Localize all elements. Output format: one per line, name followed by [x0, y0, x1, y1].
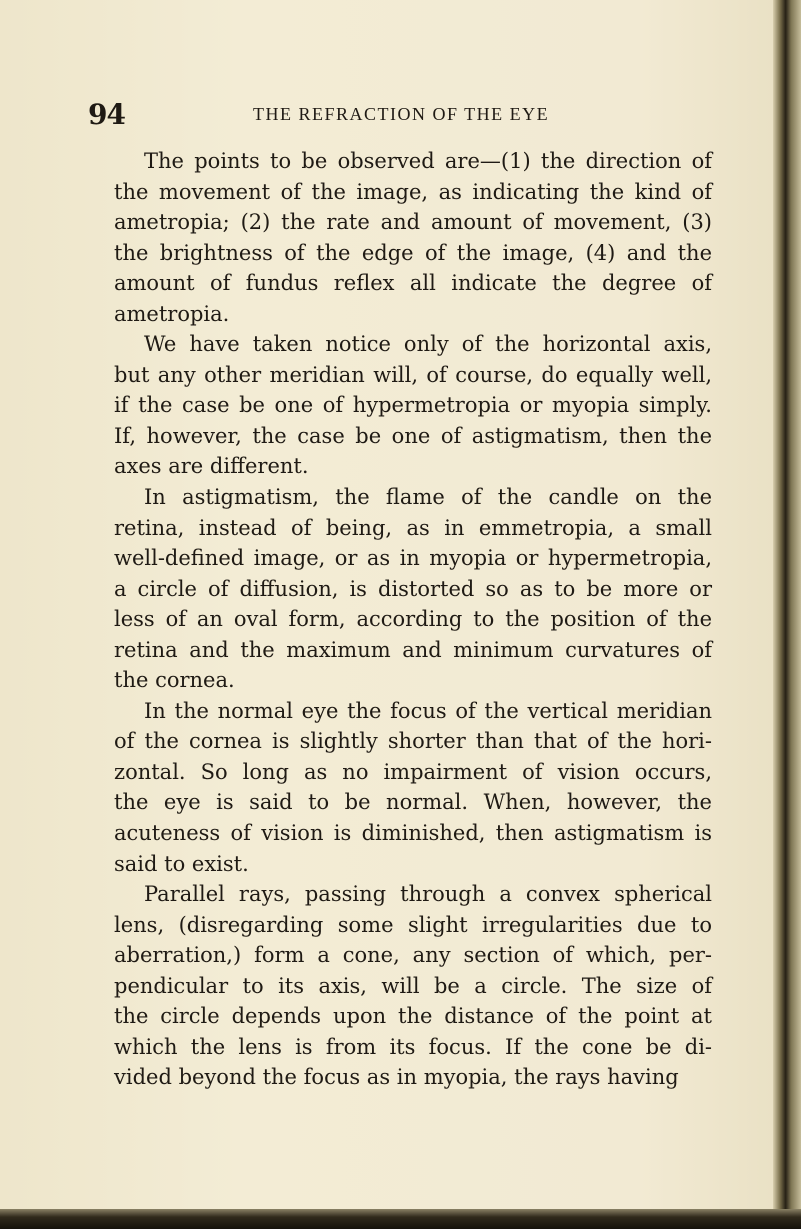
paragraph: [114, 329, 712, 482]
text-line: The points to be observed are—(1) the direction of: [144, 149, 712, 173]
text-line: a circle of diffusion, is distorted so as to be more or: [114, 576, 712, 601]
text-line: aberration,) form a cone, any section of which, per-: [114, 943, 712, 968]
text-line: retina, instead of being, as in emmetropia, a small: [114, 515, 712, 540]
text-line: If, however, the case be one of astigmatism, then the: [114, 423, 712, 448]
text-line: less of an oval form, according to the position of the: [114, 607, 712, 632]
text-line: We have taken notice only of the horizontal axis,: [144, 332, 712, 357]
text-line: pendicular to its axis, will be a circle. The size of: [114, 973, 712, 998]
text-line: In the normal eye the focus of the vertical meridian: [144, 698, 712, 723]
paragraph: [114, 879, 712, 1093]
text-line: ametropia; (2) the rate and amount of movement, (3): [114, 210, 712, 235]
text-line: the circle depends upon the distance of the point at: [114, 1004, 712, 1029]
text-line: said to exist.: [114, 851, 249, 876]
page-header: [88, 98, 648, 130]
text-line: vided beyond the focus as in myopia, the rays having: [114, 1065, 679, 1090]
text-line: the eye is said to be normal. When, however, the: [114, 790, 712, 815]
running-head: THE REFRACTION OF THE EYE: [253, 104, 550, 124]
paragraph: [114, 146, 712, 329]
text-line: if the case be one of hypermetropia or myopia simply.: [114, 393, 712, 418]
paragraph: [114, 696, 712, 879]
text-line: zontal. So long as no impairment of vision occurs,: [114, 759, 712, 784]
text-line: lens, (disregarding some slight irregularities due to: [114, 912, 712, 937]
text-line: of the cornea is slightly shorter than that of the hori-: [114, 729, 712, 754]
text-line: but any other meridian will, of course, do equally well,: [114, 362, 712, 387]
scanned-page-edge-right: [773, 0, 801, 1229]
text-line: the cornea.: [114, 668, 235, 693]
text-line: Parallel rays, passing through a convex spherical: [144, 882, 712, 907]
text-line: the movement of the image, as indicating the kind of: [114, 179, 712, 204]
text-line: acuteness of vision is diminished, then astigmatism is: [114, 821, 712, 846]
text-line: amount of fundus reflex all indicate the degree of: [114, 271, 712, 296]
text-line: which the lens is from its focus. If the cone be di-: [114, 1034, 712, 1059]
page-number: 94: [88, 98, 125, 131]
scanned-page-edge-bottom: [0, 1209, 801, 1229]
text-line: axes are different.: [114, 454, 309, 479]
text-line: well-defined image, or as in myopia or hypermetropia,: [114, 546, 712, 571]
text-line: In astigmatism, the flame of the candle on the: [144, 485, 712, 510]
text-line: retina and the maximum and minimum curvatures of: [114, 637, 712, 662]
text-line: the brightness of the edge of the image, (4) and the: [114, 240, 712, 265]
body-text: [114, 146, 712, 1093]
text-line: ametropia.: [114, 301, 230, 326]
paragraph: [114, 482, 712, 696]
